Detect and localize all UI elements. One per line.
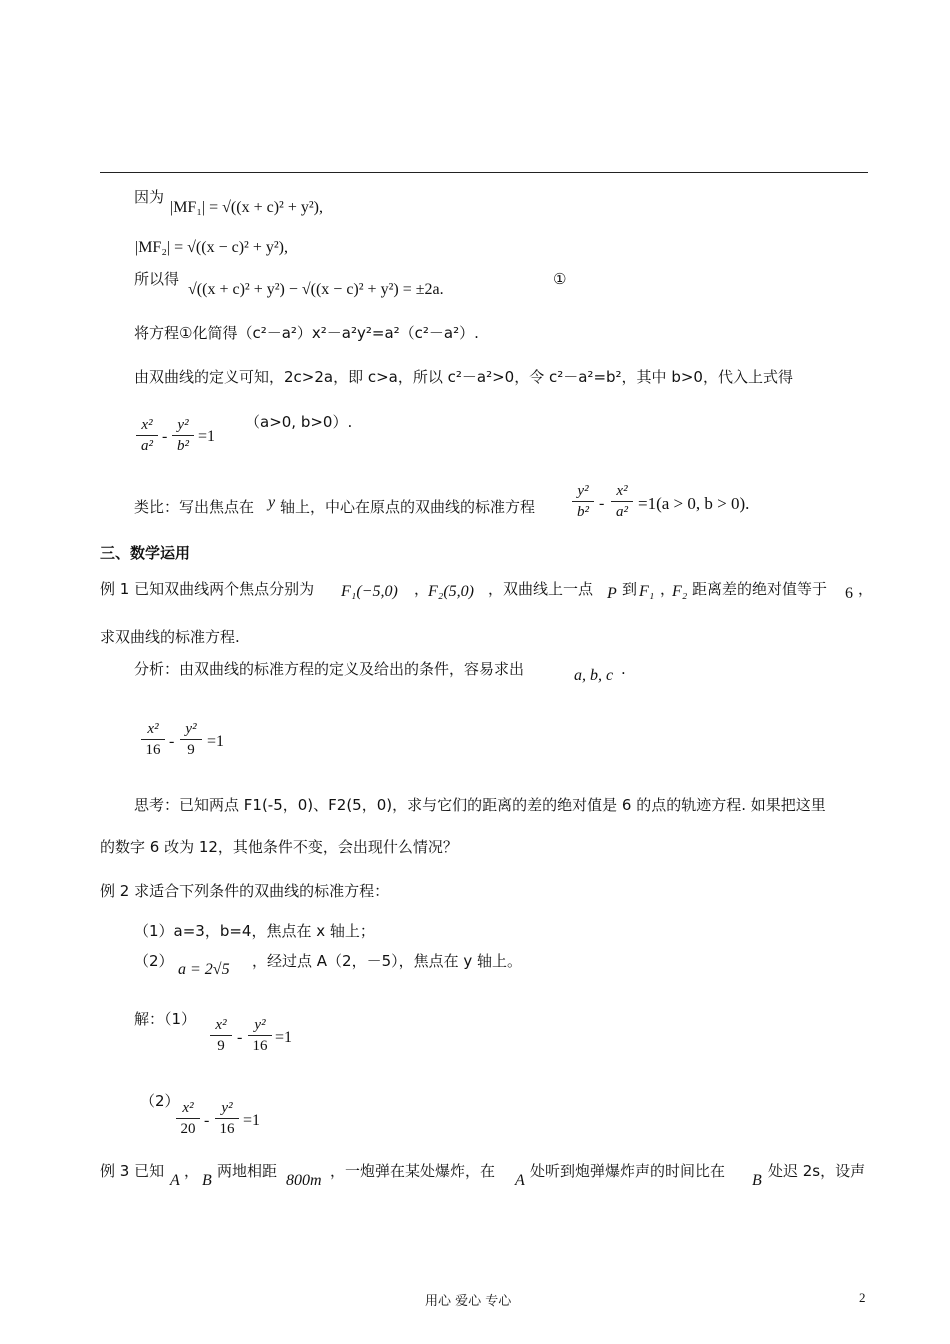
solution-label: 解：（1） bbox=[134, 1010, 197, 1028]
example3-prefix: 例 3 已知 bbox=[100, 1162, 165, 1180]
example3-rest1: ，一炮弹在某处爆炸，在 bbox=[330, 1162, 496, 1180]
text-yinwei: 因为 bbox=[134, 188, 165, 206]
comma3: ， bbox=[858, 580, 874, 598]
think-line1: 思考：已知两点 F1(-5，0)、F2(5，0)，求与它们的距离的差的绝对值是 6 的点的轨迹方程. 如果把这里 bbox=[134, 796, 826, 814]
comma4: ， bbox=[184, 1162, 200, 1180]
frac-x2-a2-analogy: x² a² bbox=[611, 482, 633, 521]
simplify-text: 将方程①化简得（c²－a²）x²－a²y²=a²（c²－a²）. bbox=[134, 324, 479, 342]
example1-f2: F₂(5,0) bbox=[428, 583, 474, 600]
minus-sign: - bbox=[162, 428, 168, 445]
example1-p: P bbox=[607, 585, 617, 602]
sol2-tail: =1 bbox=[243, 1112, 261, 1129]
circled-one: ① bbox=[553, 270, 567, 288]
sol2-frac-x: x² 20 bbox=[176, 1099, 200, 1138]
example1-f2b: F₂ bbox=[672, 583, 688, 600]
mf1-equation: |MF₁| = √((x + c)² + y²), bbox=[170, 199, 323, 216]
ans1-frac-y: y² 9 bbox=[180, 720, 202, 759]
comma2: ， bbox=[660, 580, 676, 598]
analogy-y: y bbox=[268, 494, 276, 511]
example3-mid: 两地相距 bbox=[217, 1162, 278, 1180]
ans1-minus: - bbox=[169, 733, 175, 750]
example3-rest2: 处听到炮弹爆炸声的时间比在 bbox=[530, 1162, 726, 1180]
example1-six: 6 bbox=[845, 585, 853, 602]
sol1-frac-y: y² 16 bbox=[248, 1016, 272, 1055]
solution2-label: （2） bbox=[140, 1092, 180, 1110]
example3-a2: A bbox=[515, 1172, 525, 1189]
sol2-frac-y: y² 16 bbox=[215, 1099, 239, 1138]
example2-condition1: （1）a=3，b=4，焦点在 x 轴上； bbox=[134, 922, 375, 940]
period: . bbox=[621, 660, 626, 678]
example2-condition2-label: （2） bbox=[134, 952, 174, 970]
frac-y2-b2: y² b² bbox=[172, 416, 194, 455]
think-line2: 的数字 6 改为 12，其他条件不变，会出现什么情况？ bbox=[100, 838, 458, 856]
sol2-minus: - bbox=[204, 1112, 210, 1129]
ans1-frac-x: x² 16 bbox=[141, 720, 165, 759]
example3-b: B bbox=[202, 1172, 212, 1189]
header-rule bbox=[100, 172, 868, 173]
analysis-abc: a, b, c bbox=[574, 667, 614, 684]
example1-diff: 距离差的绝对值等于 bbox=[692, 580, 828, 598]
definition-text: 由双曲线的定义可知，2c>2a，即 c>a，所以 c²－a²>0，令 c²－a²=b²，其中 b>0，代入上式得 bbox=[134, 368, 793, 386]
analogy-tail: =1(a > 0, b > 0). bbox=[638, 494, 750, 513]
analogy-mid: 轴上，中心在原点的双曲线的标准方程 bbox=[280, 498, 536, 516]
sol1-frac-x: x² 9 bbox=[210, 1016, 232, 1055]
equation-1: √((x + c)² + y²) − √((x − c)² + y²) = ±2a. bbox=[188, 281, 444, 298]
equals-one: =1 bbox=[198, 428, 216, 445]
text-suoyide: 所以得 bbox=[134, 270, 180, 288]
example1-mid: ，双曲线上一点 bbox=[488, 580, 594, 598]
analogy-minus: - bbox=[599, 495, 605, 512]
example3-rest3: 处迟 2s，设声 bbox=[768, 1162, 866, 1180]
example2-title: 例 2 求适合下列条件的双曲线的标准方程： bbox=[100, 882, 390, 900]
example2-a-value: a = 2√5 bbox=[178, 961, 230, 978]
frac-x2-a2: x² a² bbox=[136, 416, 158, 455]
example1-prefix: 例 1 已知双曲线两个焦点分别为 bbox=[100, 580, 315, 598]
frac-y2-b2-analogy: y² b² bbox=[572, 482, 594, 521]
analysis-text: 分析：由双曲线的标准方程的定义及给出的条件，容易求出 bbox=[134, 660, 525, 678]
example1-to: 到 bbox=[622, 580, 638, 598]
example1-f1b: F₁ bbox=[639, 583, 655, 600]
example3-a: A bbox=[170, 1172, 180, 1189]
sol1-minus: - bbox=[237, 1029, 243, 1046]
section-heading: 三、数学运用 bbox=[100, 544, 191, 562]
page-number: 2 bbox=[859, 1290, 866, 1305]
example1-line2: 求双曲线的标准方程. bbox=[100, 628, 240, 646]
example1-f1: F₁(−5,0) bbox=[341, 583, 398, 600]
example3-b2: B bbox=[752, 1172, 762, 1189]
example3-distance: 800m bbox=[286, 1172, 322, 1189]
footer-motto: 用心 爱心 专心 bbox=[425, 1294, 512, 1309]
sol1-tail: =1 bbox=[275, 1029, 293, 1046]
ans1-tail: =1 bbox=[207, 733, 225, 750]
comma: ， bbox=[414, 580, 430, 598]
example2-condition2-rest: ，经过点 A（2，－5），焦点在 y 轴上。 bbox=[252, 952, 523, 970]
mf2-equation: |MF₂| = √((x − c)² + y²), bbox=[135, 239, 288, 256]
analogy-prefix: 类比：写出焦点在 bbox=[134, 498, 255, 516]
std-condition: （a>0, b>0）. bbox=[245, 413, 353, 431]
